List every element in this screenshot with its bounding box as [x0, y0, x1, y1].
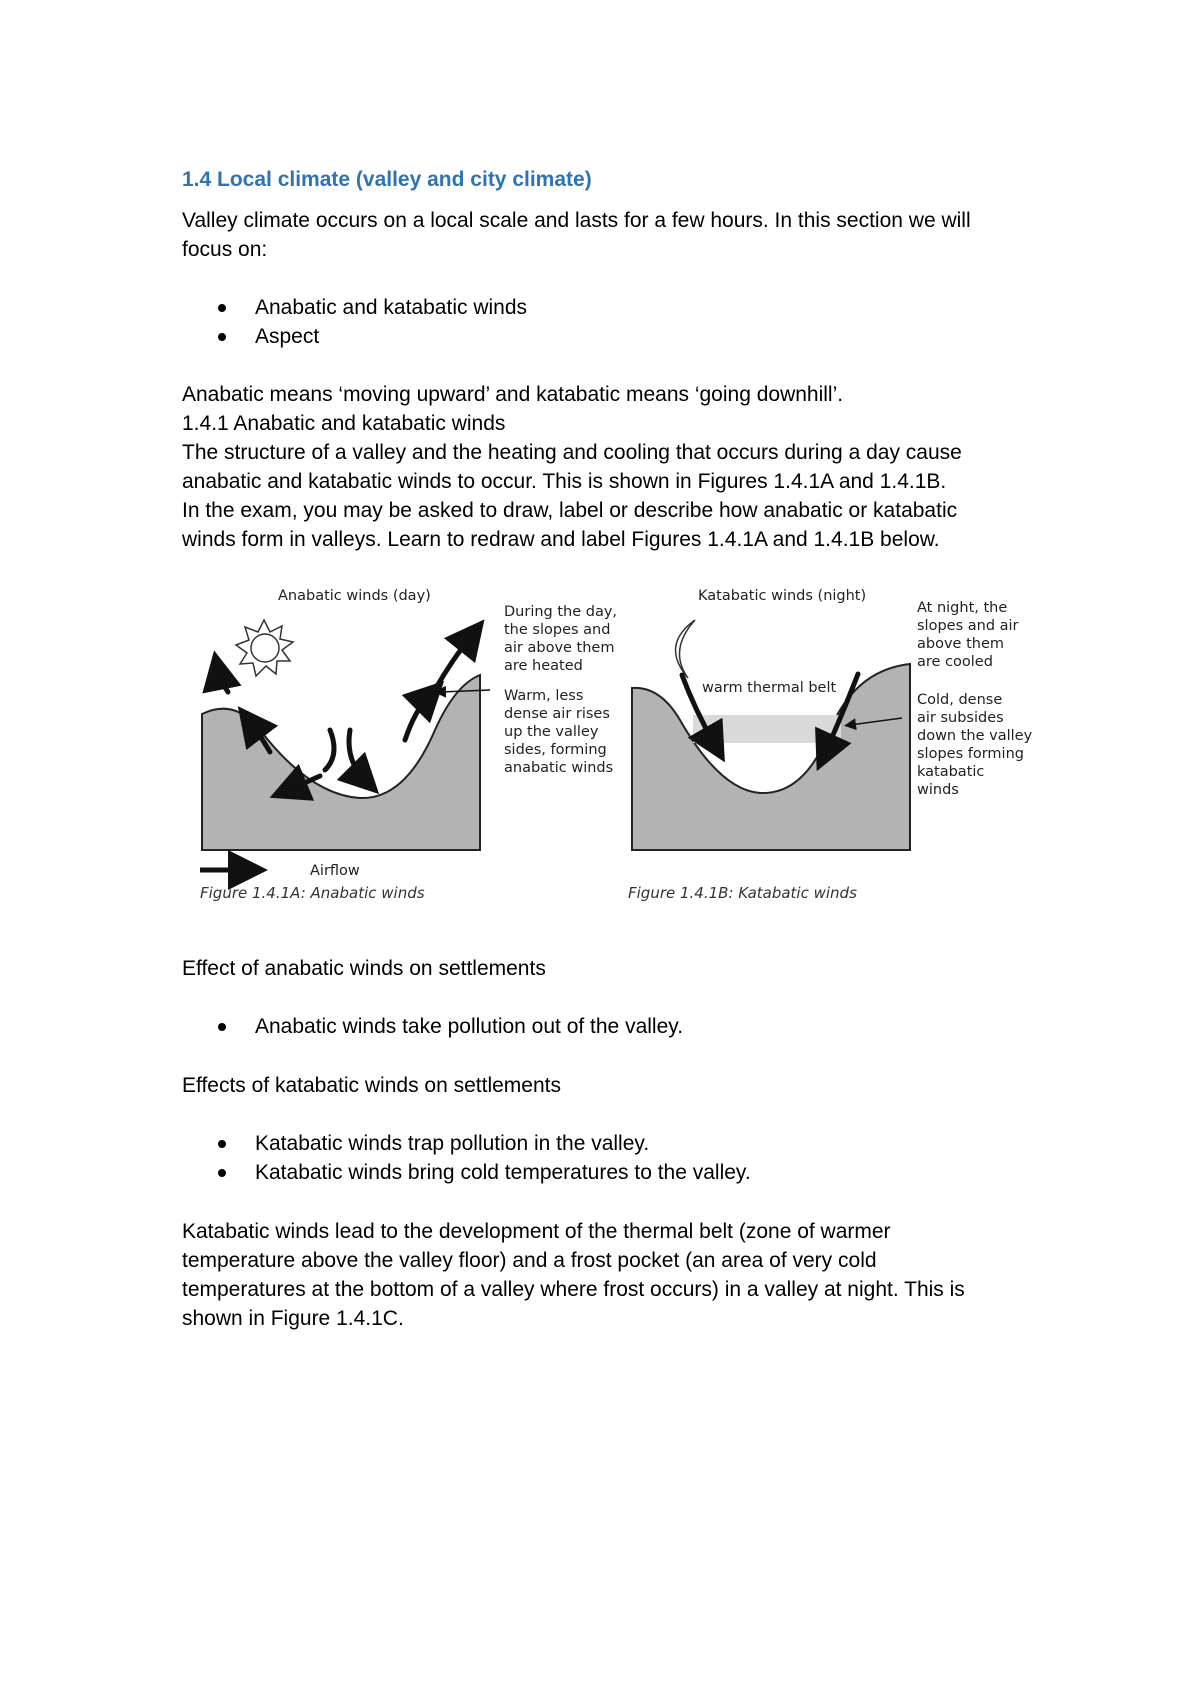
figure-a-label-top-2: the slopes and — [504, 622, 611, 638]
figure-b-label-bottom-1: Cold, dense — [917, 692, 1003, 708]
section-heading: 1.4 Local climate (valley and city climate) — [182, 168, 592, 191]
legend-airflow-label: Airflow — [310, 863, 360, 879]
anabatic-effects-list — [182, 1012, 683, 1041]
valley-a-cross-section — [202, 675, 480, 850]
sun-icon — [236, 620, 293, 676]
figure-b-title: Katabatic winds (night) — [698, 588, 867, 604]
figure-b-label-top-2: slopes and air — [917, 618, 1019, 634]
warm-thermal-belt — [693, 715, 841, 743]
figure-a-label-bottom-2: dense air rises — [504, 706, 610, 722]
figure-a-title: Anabatic winds (day) — [278, 588, 431, 604]
figure-b-label-top-4: are cooled — [917, 654, 993, 670]
conclusion-line-3: temperatures at the bottom of a valley where frost occurs) in a valley at night. This is — [182, 1278, 965, 1301]
figure-a-label-bottom-4: sides, forming — [504, 742, 607, 758]
figure-b-caption: Figure 1.4.1B: Katabatic winds — [628, 884, 857, 902]
body-line-1: The structure of a valley and the heating and cooling that occurs during a day cause — [182, 441, 962, 464]
conclusion-line-2: temperature above the valley floor) and a frost pocket (an area of very cold — [182, 1249, 877, 1272]
figure-b-label-bottom-5: katabatic — [917, 764, 985, 780]
body-line-2: anabatic and katabatic winds to occur. This is shown in Figures 1.4.1A and 1.4.1B. — [182, 470, 947, 493]
thermal-belt-label: warm thermal belt — [702, 680, 837, 696]
body-line-3: In the exam, you may be asked to draw, label or describe how anabatic or katabatic — [182, 499, 958, 522]
intro-line-2: focus on: — [182, 238, 268, 261]
valley-winds-figure — [190, 580, 1040, 920]
conclusion-line-4: shown in Figure 1.4.1C. — [182, 1307, 404, 1330]
list-item: Aspect — [182, 322, 527, 351]
list-item: Anabatic and katabatic winds — [182, 293, 527, 322]
figure-b-label-bottom-4: slopes forming — [917, 746, 1024, 762]
list-item: Anabatic winds take pollution out of the valley. — [182, 1012, 683, 1041]
figure-b-label-top-1: At night, the — [917, 600, 1008, 616]
figure-b-label-top-3: above them — [917, 636, 1004, 652]
figure-b-label-bottom-6: winds — [917, 782, 959, 798]
moon-icon — [676, 620, 695, 678]
conclusion-line-1: Katabatic winds lead to the development of the thermal belt (zone of warmer — [182, 1220, 891, 1243]
list-item: Katabatic winds bring cold temperatures to the valley. — [182, 1158, 751, 1187]
figure-a-caption: Figure 1.4.1A: Anabatic winds — [200, 884, 425, 902]
katabatic-effects-heading: Effects of katabatic winds on settlements — [182, 1074, 561, 1097]
figure-a-label-top-3: air above them — [504, 640, 615, 656]
body-line-4: winds form in valleys. Learn to redraw and label Figures 1.4.1A and 1.4.1B below. — [182, 528, 940, 551]
figure-b-label-bottom-2: air subsides — [917, 710, 1004, 726]
subheading: 1.4.1 Anabatic and katabatic winds — [182, 412, 506, 435]
figure-a-label-bottom-5: anabatic winds — [504, 760, 614, 776]
figure-a-label-top-1: During the day, — [504, 604, 618, 620]
katabatic-effects-list — [182, 1129, 751, 1187]
figure-anabatic — [200, 588, 617, 902]
intro-line-1: Valley climate occurs on a local scale and lasts for a few hours. In this section we will — [182, 209, 971, 232]
anabatic-effects-heading: Effect of anabatic winds on settlements — [182, 957, 546, 980]
focus-list — [182, 293, 527, 351]
list-item: Katabatic winds trap pollution in the valley. — [182, 1129, 751, 1158]
figure-b-label-bottom-3: down the valley — [917, 728, 1033, 744]
definitions-text: Anabatic means ‘moving upward’ and katabatic means ‘going downhill’. — [182, 383, 844, 406]
figure-a-label-bottom-1: Warm, less — [504, 688, 584, 704]
figure-katabatic — [628, 588, 1033, 902]
figure-a-label-top-4: are heated — [504, 658, 583, 674]
figure-a-label-bottom-3: up the valley — [504, 724, 599, 740]
